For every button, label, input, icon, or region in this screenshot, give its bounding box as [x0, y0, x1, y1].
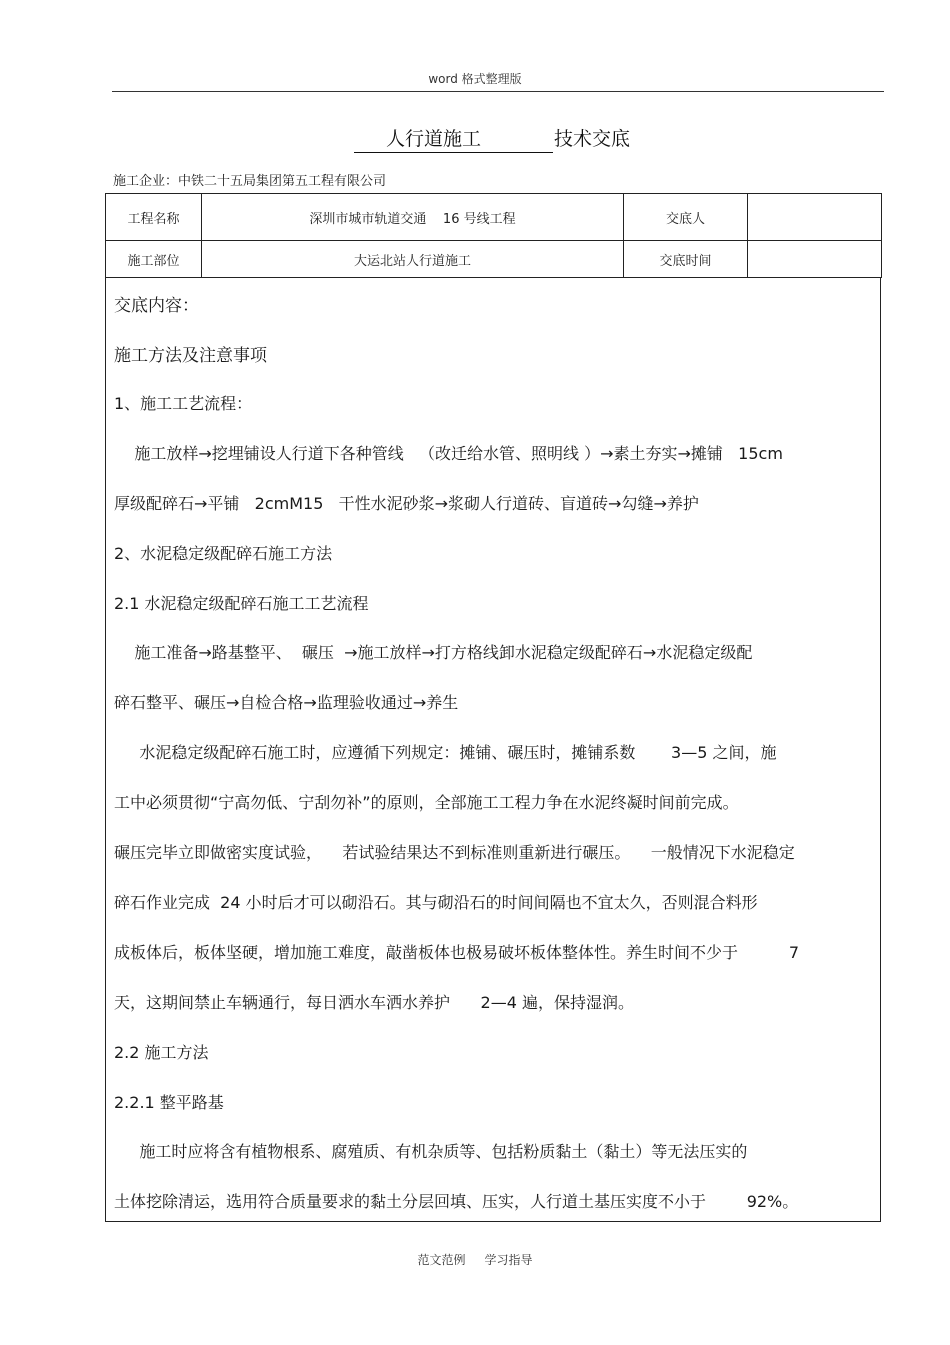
content-line: 2.1 水泥稳定级配碎石施工工艺流程 [114, 594, 369, 613]
company-line: 施工企业：中铁二十五局集团第五工程有限公司 [113, 174, 387, 189]
content-line: 碎石作业完成 24 小时后才可以砌沿石。其与砌沿石的时间间隔也不宜太久，否则混合料形 [114, 893, 758, 912]
content-line: 施工时应将含有植物根系、腐殖质、有机杂质等、包括粉质黏土（黏土）等无法压实的 [114, 1142, 748, 1161]
content-box [105, 277, 881, 1222]
project-name-label: 工程名称 [106, 194, 202, 241]
content-line: 工中必须贯彻“宁高勿低、宁刮勿补”的原则，全部施工工程力争在水泥终凝时间前完成。 [114, 793, 739, 812]
content-line: 2.2.1 整平路基 [114, 1093, 224, 1112]
content-line: 施工放样→挖埋铺设人行道下各种管线 （改迁给水管、照明线 ）→素土夯实→摊铺 15cm [114, 444, 783, 463]
content-line: 土体挖除清运，选用符合质量要求的黏土分层回填、压实，人行道土基压实度不小于 92%。 [114, 1192, 799, 1211]
page-header: word 格式整理版 [428, 72, 522, 86]
time-label: 交底时间 [624, 241, 748, 278]
info-row-project [106, 194, 882, 241]
content-line: 1、施工工艺流程： [114, 394, 253, 413]
content-line: 2、水泥稳定级配碎石施工方法 [114, 544, 333, 563]
content-line: 天，这期间禁止车辆通行，每日洒水车洒水养护 2—4 遍，保持湿润。 [114, 993, 634, 1012]
content-line: 碾压完毕立即做密实度试验， 若试验结果达不到标准则重新进行碾压。 一般情况下水泥稳定 [114, 843, 795, 862]
document-title [354, 126, 654, 154]
presenter-label: 交底人 [624, 194, 748, 241]
content-line: 碎石整平、碾压→自检合格→监理验收通过→养生 [114, 693, 459, 712]
location-value: 大运北站人行道施工 [202, 241, 624, 278]
header-divider [112, 91, 884, 92]
page-footer: 范文范例 学习指导 [417, 1253, 533, 1267]
presenter-value [748, 194, 882, 241]
title-underlined [354, 126, 553, 153]
title-part1: 人行道施工 [385, 128, 481, 150]
content-heading: 交底内容： [114, 296, 199, 316]
content-line: 施工准备→路基整平、 碾压 →施工放样→打方格线卸水泥稳定级配碎石→水泥稳定级配 [114, 643, 753, 662]
content-line: 厚级配碎石→平铺 2cmM15 干性水泥砂浆→浆砌人行道砖、盲道砖→勾缝→养护 [114, 494, 699, 513]
content-line: 水泥稳定级配碎石施工时，应遵循下列规定：摊铺、碾压时，摊铺系数 3—5 之间，施 [114, 743, 777, 762]
location-label: 施工部位 [106, 241, 202, 278]
info-row-location [106, 241, 882, 278]
project-name-value: 深圳市城市轨道交通 16 号线工程 [202, 194, 624, 241]
title-part2: 技术交底 [554, 128, 631, 150]
content-line: 成板体后，板体坚硬，增加施工难度，敲凿板体也极易破坏板体整体性。养生时间不少于 7 [114, 943, 800, 962]
content-subheading: 施工方法及注意事项 [114, 346, 267, 366]
content-line: 2.2 施工方法 [114, 1043, 209, 1062]
time-value [748, 241, 882, 278]
info-table [105, 193, 882, 278]
